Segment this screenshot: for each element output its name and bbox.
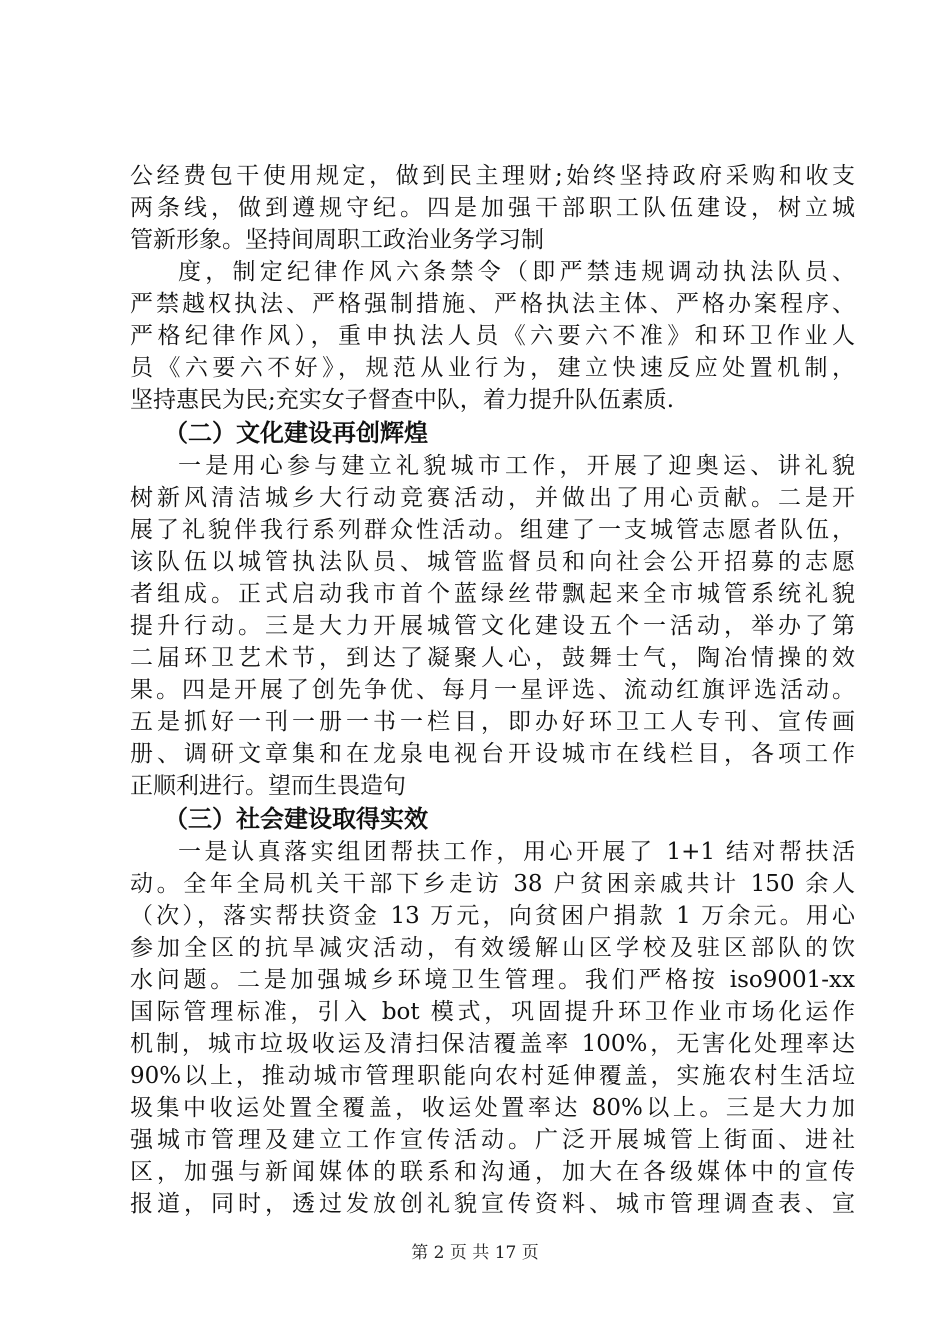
text-line: 该队伍以城管执法队员、城管监督员和向社会公开招募的志愿 <box>130 549 855 575</box>
text-line: 管新形象。坚持间周职工政治业务学习制 <box>130 227 544 253</box>
paragraph-3 <box>130 450 855 802</box>
text-line: 一是用心参与建立礼貌城市工作，开展了迎奥运、讲礼貌 <box>178 453 855 479</box>
text-line: 提升行动。三是大力开展城管文化建设五个一活动，举办了第 <box>130 613 855 639</box>
text-line: 正顺利进行。望而生畏造句 <box>130 773 406 799</box>
section-heading-culture: （二）文化建设再创辉煌 <box>164 419 428 447</box>
text-line: 册、调研文章集和在龙泉电视台开设城市在线栏目，各项工作 <box>130 741 855 767</box>
text-line: 强城市管理及建立工作宣传活动。广泛开展城管上街面、进社 <box>130 1127 855 1153</box>
page-number-footer: 第 2 页 共 17 页 <box>411 1243 539 1263</box>
text-line: 公经费包干使用规定，做到民主理财;始终坚持政府采购和收支 <box>130 163 855 189</box>
text-line: 严格纪律作风），重申执法人员《六要六不准》和环卫作业人 <box>130 323 855 349</box>
document-page <box>130 160 855 1220</box>
text-line: 机制，城市垃圾收运及清扫保洁覆盖率 100%，无害化处理率达 <box>130 1031 855 1057</box>
text-line: 90%以上，推动城市管理职能向农村延伸覆盖，实施农村生活垃 <box>130 1063 855 1089</box>
text-line: 二届环卫艺术节，到达了凝聚人心，鼓舞士气，陶冶情操的效 <box>130 645 855 671</box>
text-line: 圾集中收运处置全覆盖，收运处置率达 80%以上。三是大力加 <box>130 1095 855 1121</box>
text-line: 一是认真落实组团帮扶工作，用心开展了 1+1 结对帮扶活 <box>178 839 855 865</box>
section-heading-society: （三）社会建设取得实效 <box>164 805 428 833</box>
text-line: 报道，同时，透过发放创礼貌宣传资料、城市管理调查表、宣 <box>130 1191 855 1217</box>
text-line: 员《六要六不好》，规范从业行为，建立快速反应处置机制， <box>130 355 855 381</box>
text-line: 树新风清洁城乡大行动竞赛活动，并做出了用心贡献。二是开 <box>130 485 855 511</box>
text-line: 区，加强与新闻媒体的联系和沟通，加大在各级媒体中的宣传 <box>130 1159 855 1185</box>
paragraph-2 <box>130 256 855 416</box>
text-line: 两条线，做到遵规守纪。四是加强干部职工队伍建设，树立城 <box>130 195 855 221</box>
paragraph-1 <box>130 160 855 256</box>
text-line: 者组成。正式启动我市首个蓝绿丝带飘起来全市城管系统礼貌 <box>130 581 855 607</box>
text-line: 五是抓好一刊一册一书一栏目，即办好环卫工人专刊、宣传画 <box>130 709 855 735</box>
text-line: 参加全区的抗旱减灾活动，有效缓解山区学校及驻区部队的饮 <box>130 935 855 961</box>
text-line: 度，制定纪律作风六条禁令（即严禁违规调动执法队员、 <box>178 259 855 285</box>
text-line: 国际管理标准，引入 bot 模式，巩固提升环卫作业市场化运作 <box>130 999 855 1025</box>
text-line: 动。全年全局机关干部下乡走访 38 户贫困亲戚共计 150 余人 <box>130 871 855 897</box>
paragraph-4 <box>130 836 855 1220</box>
text-line: 展了礼貌伴我行系列群众性活动。组建了一支城管志愿者队伍， <box>130 517 855 543</box>
text-line: 严禁越权执法、严格强制措施、严格执法主体、严格办案程序、 <box>130 291 855 317</box>
text-line: 坚持惠民为民;充实女子督查中队，着力提升队伍素质. <box>130 387 675 413</box>
text-line: 水问题。二是加强城乡环境卫生管理。我们严格按 iso9001-xx <box>130 967 855 993</box>
text-line: （次），落实帮扶资金 13 万元，向贫困户捐款 1 万余元。用心 <box>130 903 855 929</box>
text-line: 果。四是开展了创先争优、每月一星评选、流动红旗评选活动。 <box>130 677 855 703</box>
